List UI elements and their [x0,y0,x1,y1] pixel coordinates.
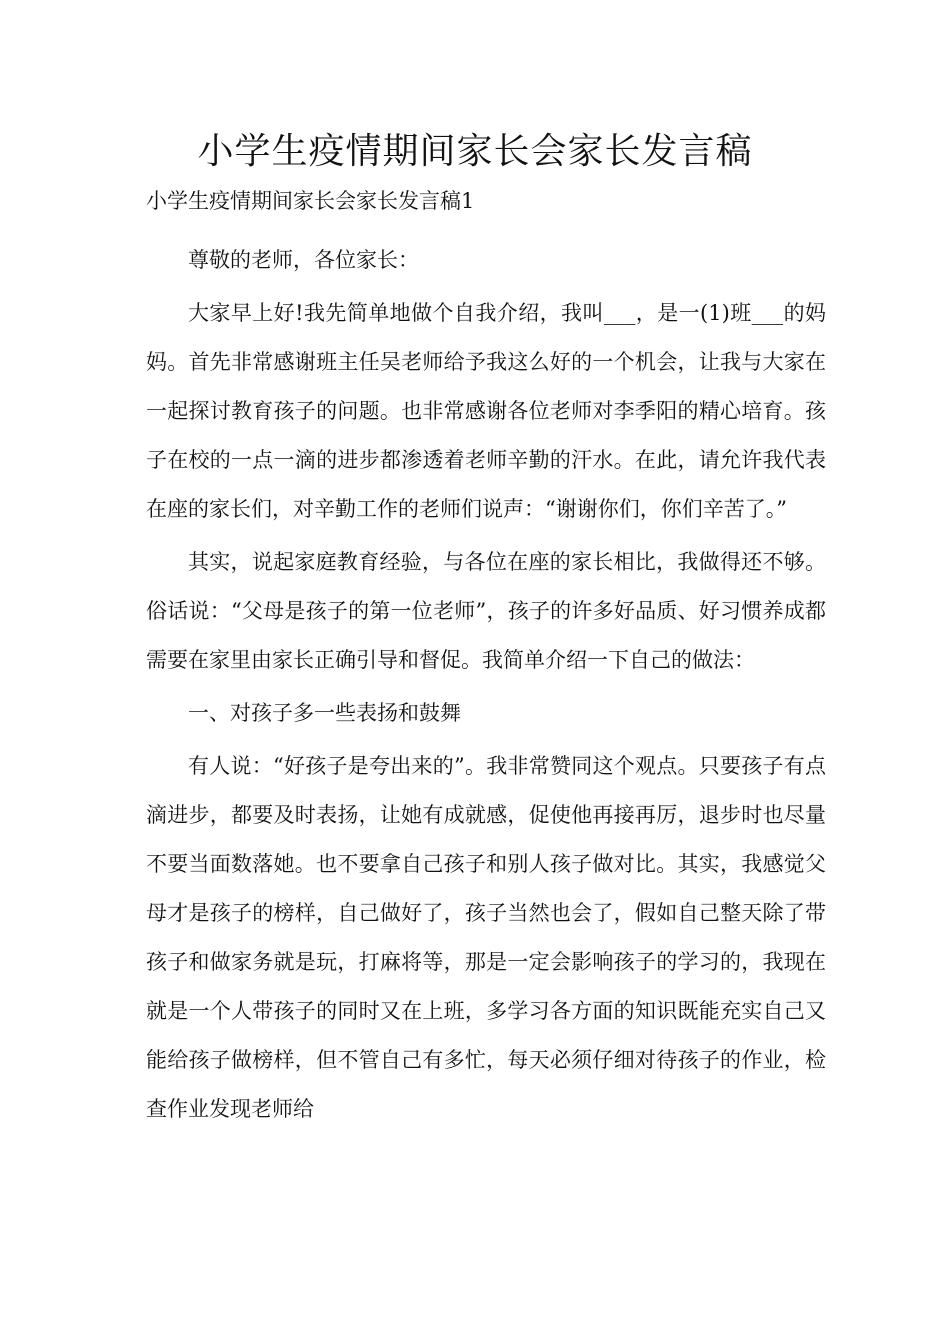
paragraph-introduction: 大家早上好!我先简单地做个自我介绍，我叫___，是一(1)班___的妈妈。首先非常感谢班主任吴老师给予我这么好的一个机会，让我与大家在一起探讨教育孩子的问题。也非常感谢各位老师对李季阳的精心培育。孩子在校的一点一滴的进步都渗透着老师辛勤的汗水。在此，请允许我代表在座的家长们，对辛勤工作的老师们说声：“谢谢你们，你们辛苦了。” [146,301,826,521]
document-title: 小学生疫情期间家长会家长发言稿 [197,131,753,172]
document-body [146,236,826,1134]
section-heading-praise: 一、对孩子多一些表扬和鼓舞 [188,701,461,725]
paragraph-salutation: 尊敬的老师，各位家长： [188,248,419,272]
document-subtitle: 小学生疫情期间家长会家长发言稿1 [146,189,475,213]
paragraph-experience: 其实，说起家庭教育经验，与各位在座的家长相比，我做得还不够。俗话说：“父母是孩子的第一位老师”，孩子的许多好品质、好习惯养成都需要在家里由家长正确引导和督促。我简单介绍一下自己的做法： [146,550,826,672]
paragraph-praise: 有人说：“好孩子是夸出来的”。我非常赞同这个观点。只要孩子有点滴进步，都要及时表扬，让她有成就感，促使他再接再厉，退步时也尽量不要当面数落她。也不要拿自己孩子和别人孩子做对比。其实，我感觉父母才是孩子的榜样，自己做好了，孩子当然也会了，假如自己整天除了带孩子和做家务就是玩，打麻将等，那是一定会影响孩子的学习的，我现在就是一个人带孩子的同时又在上班，多学习各方面的知识既能充实自己又能给孩子做榜样，但不管自己有多忙，每天必须仔细对待孩子的作业，检查作业发现老师给 [146,754,826,1121]
